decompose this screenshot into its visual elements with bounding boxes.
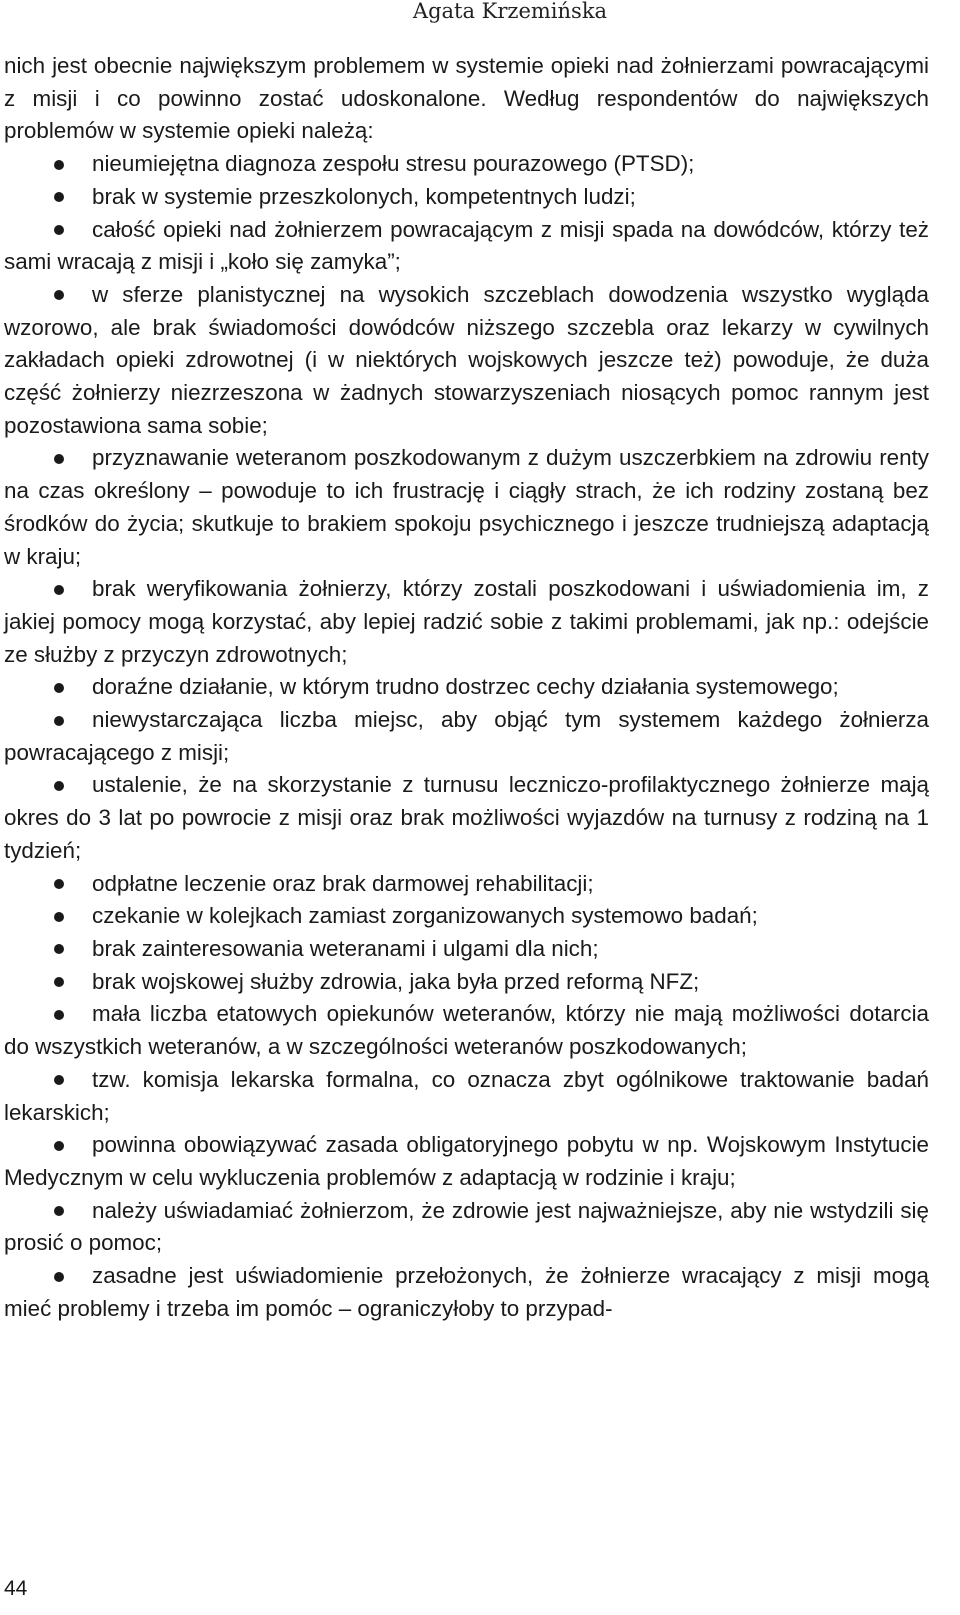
list-item: brak wojskowej służby zdrowia, jaka była przed reformą NFZ;	[4, 966, 929, 999]
bullet-icon	[54, 290, 64, 300]
list-item: nieumiejętna diagnoza zespołu stresu pourazowego (PTSD);	[4, 148, 929, 181]
running-head-author: Agata Krzemińska	[412, 0, 608, 23]
bullet-icon	[54, 1075, 64, 1085]
list-item: całość opieki nad żołnierzem powracającym z misji spada na dowódców, którzy też sami wracają z misji i „koło się zamyka”;	[4, 216, 929, 275]
bullet-icon	[54, 912, 64, 922]
list-item: niewystarczająca liczba miejsc, aby objąć tym systemem każdego żołnierza powracającego z misji;	[4, 707, 929, 765]
bullet-icon	[54, 781, 64, 791]
list-item: brak zainteresowania weteranami i ulgami dla nich;	[4, 933, 929, 966]
bullet-icon	[54, 1272, 64, 1282]
list-item: mała liczba etatowych opiekunów weteranów, którzy nie mają możliwości dotarcia do wszystkich weteranów, a w szczególności weteranów poszkodowanych;	[4, 1001, 929, 1060]
bullet-icon	[54, 454, 64, 464]
list-item: przyznawanie weteranom poszkodowanym z dużym uszczerbkiem na zdrowiu renty na czas określony – powoduje to ich frustrację i ciągły strach, że ich rodziny zostaną bez środków do życia; skutkuje to brakiem spokoju psychicznego i jeszcze trudniejszą adaptacją w kraju;	[4, 445, 929, 569]
list-item: zasadne jest uświadomienie przełożonych, że żołnierze wracający z misji mogą mieć problemy i trzeba im pomóc – ograniczyłoby to przypad-	[4, 1263, 929, 1321]
bullet-icon	[54, 879, 64, 889]
list-item: brak w systemie przeszkolonych, kompetentnych ludzi;	[4, 181, 929, 214]
bullet-icon	[54, 716, 64, 726]
page-body	[4, 50, 929, 1325]
bullet-icon	[54, 1141, 64, 1151]
list-item: należy uświadamiać żołnierzom, że zdrowie jest najważniejsze, aby nie wstydzili się prosić o pomoc;	[4, 1197, 929, 1256]
bullet-icon	[54, 977, 64, 987]
list-item: odpłatne leczenie oraz brak darmowej rehabilitacji;	[4, 868, 929, 901]
page-number: 44	[4, 1577, 28, 1600]
list-item: ustalenie, że na skorzystanie z turnusu leczniczo-profilaktycznego żołnierze mają okres do 3 lat po powrocie z misji oraz brak możliwości wyjazdów na turnusy z rodziną na 1 tydzień;	[4, 772, 929, 863]
list-item: doraźne działanie, w którym trudno dostrzec cechy działania systemowego;	[4, 671, 929, 704]
problems-list	[4, 148, 929, 1325]
list-item: w sferze planistycznej na wysokich szczeblach dowodzenia wszystko wygląda wzorowo, ale brak świadomości dowódców niższego szczebla oraz lekarzy w cywilnych zakładach opieki zdrowotnej (i w niektórych wojskowych jeszcze też) powoduje, że duża część żołnierzy niezrzeszona w żadnych stowarzyszeniach niosących pomoc rannym jest pozostawiona sama sobie;	[4, 281, 929, 438]
bullet-icon	[54, 225, 64, 235]
bullet-icon	[54, 683, 64, 693]
list-item: brak weryfikowania żołnierzy, którzy zostali poszkodowani i uświadomienia im, z jakiej pomocy mogą korzystać, aby lepiej radzić sobie z takimi problemami, jak np.: odejście ze służby z przyczyn zdrowotnych;	[4, 576, 929, 667]
bullet-icon	[54, 192, 64, 202]
bullet-icon	[54, 944, 64, 954]
intro-paragraph: nich jest obecnie największym problemem w systemie opieki nad żołnierzami powracającymi z misji i co powinno zostać udoskonalone. Według respondentów do największych problemów w systemie opieki należą:	[4, 53, 929, 144]
list-item: tzw. komisja lekarska formalna, co oznacza zbyt ogólnikowe traktowanie badań lekarskich;	[4, 1066, 929, 1125]
list-item: czekanie w kolejkach zamiast zorganizowanych systemowo badań;	[4, 900, 929, 933]
bullet-icon	[54, 585, 64, 595]
bullet-icon	[54, 1010, 64, 1020]
list-item: powinna obowiązywać zasada obligatoryjnego pobytu w np. Wojskowym Instytucie Medycznym w celu wykluczenia problemów z adaptacją w rodzinie i kraju;	[4, 1132, 929, 1190]
bullet-icon	[54, 1206, 64, 1216]
bullet-icon	[54, 160, 64, 170]
